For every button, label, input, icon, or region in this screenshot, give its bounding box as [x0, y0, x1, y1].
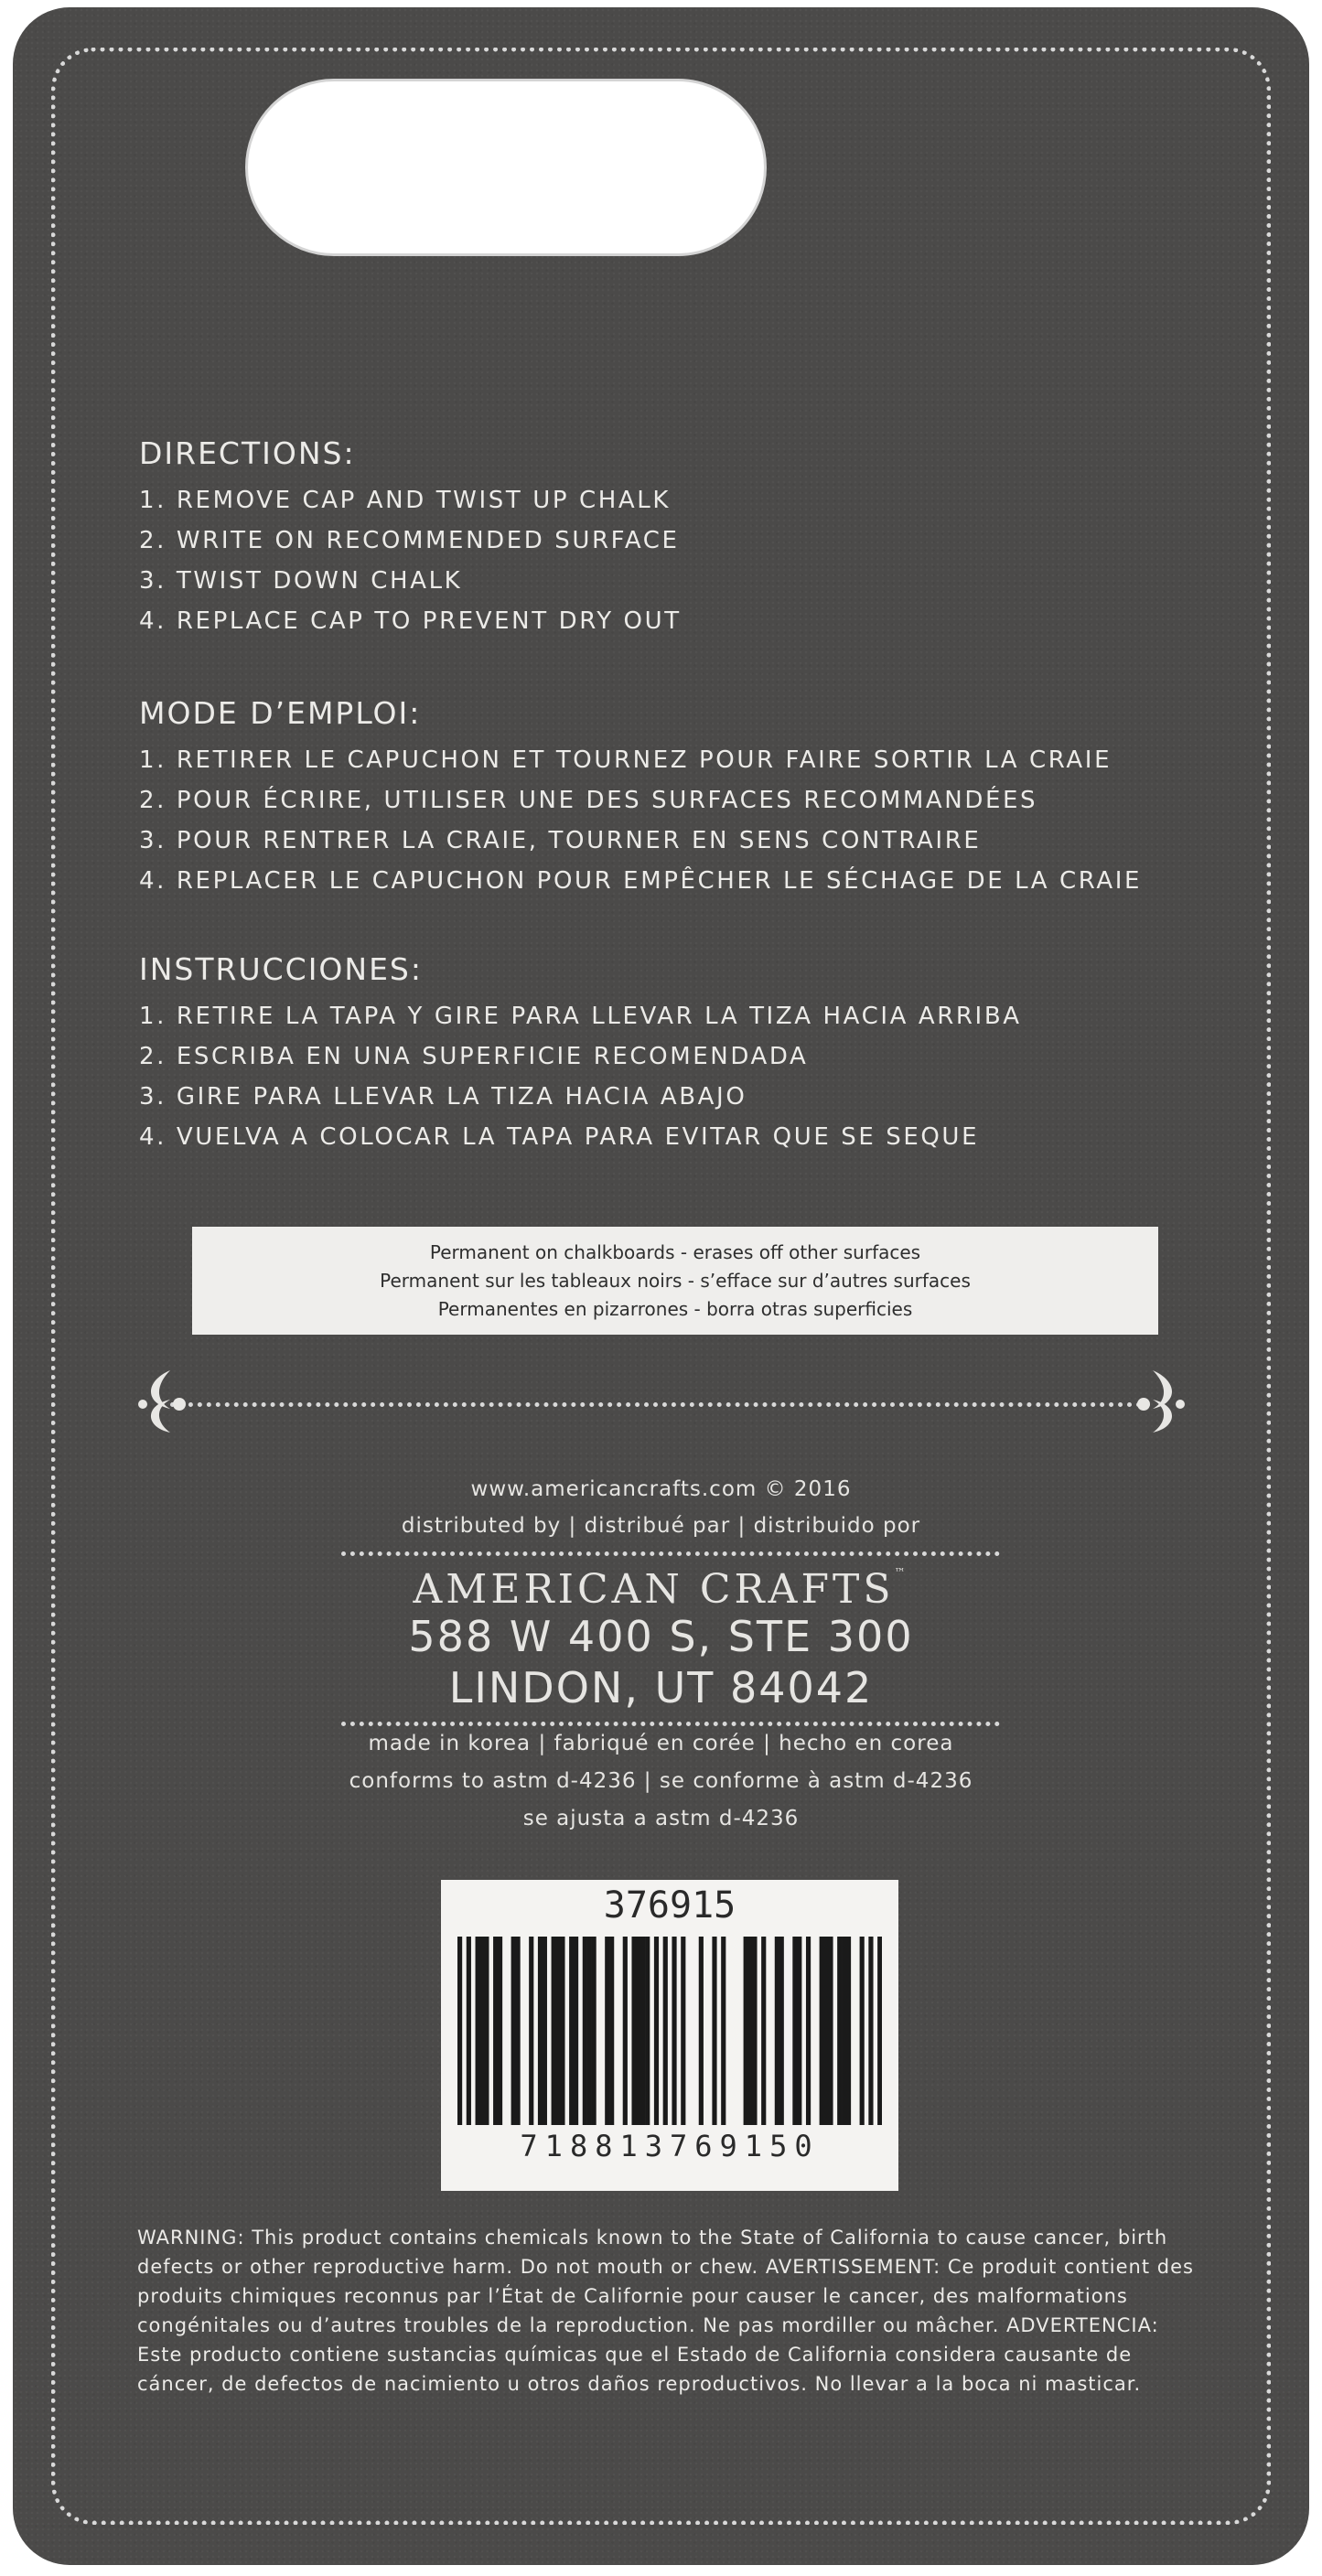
- flourish-right-icon: [1127, 1363, 1197, 1445]
- address-line-1: 588 W 400 S, STE 300: [408, 1612, 914, 1661]
- trademark-symbol: ™: [894, 1566, 909, 1579]
- mode-emploi-step: 3. POUR RENTRER LA CRAIE, TOURNER EN SENS CONTRAIRE: [139, 827, 982, 854]
- info-rule-bottom: [341, 1722, 1000, 1726]
- instrucciones-step: 3. GIRE PARA LLEVAR LA TIZA HACIA ABAJO: [139, 1083, 747, 1111]
- flourish-left-icon: [126, 1363, 196, 1445]
- instrucciones-step: 1. RETIRE LA TAPA Y GIRE PARA LLEVAR LA TIZA HACIA ARRIBA: [139, 1003, 1022, 1030]
- instrucciones-heading: INSTRUCCIONES:: [139, 951, 423, 987]
- instrucciones-step: 4. VUELVA A COLOCAR LA TAPA PARA EVITAR QUE SE SEQUE: [139, 1123, 980, 1151]
- directions-step: 2. WRITE ON RECOMMENDED SURFACE: [139, 527, 680, 554]
- hang-hole: [245, 79, 767, 256]
- upc-number: 718813769150: [520, 2129, 820, 2163]
- distributed-by-text: distributed by | distribué par | distribuido por: [401, 1514, 921, 1538]
- dotted-divider: [170, 1402, 1151, 1407]
- directions-heading: DIRECTIONS:: [139, 435, 356, 471]
- directions-step: 4. REPLACE CAP TO PREVENT DRY OUT: [139, 607, 682, 635]
- notice-line: Permanent on chalkboards - erases off other surfaces: [429, 1241, 921, 1263]
- info-rule-top: [341, 1551, 1000, 1556]
- directions-step: 3. TWIST DOWN CHALK: [139, 567, 463, 595]
- directions-section: [139, 435, 682, 641]
- mode-emploi-heading: MODE D’EMPLOI:: [139, 695, 422, 731]
- address-line-2: LINDON, UT 84042: [448, 1663, 874, 1712]
- barcode-label: [441, 1880, 898, 2191]
- ajusta-text: se ajusta a astm d-4236: [522, 1807, 800, 1830]
- instrucciones-section: [139, 951, 1022, 1157]
- surface-notice-panel: [192, 1227, 1158, 1335]
- mode-emploi-step: 4. REPLACER LE CAPUCHON POUR EMPÊCHER LE SÉCHAGE DE LA CRAIE: [139, 867, 1143, 895]
- sku-number: 376915: [603, 1884, 736, 1927]
- instrucciones-step: 2. ESCRIBA EN UNA SUPERFICIE RECOMENDADA: [139, 1043, 809, 1070]
- conforms-text: conforms to astm d-4236 | se conforme à astm d-4236: [349, 1769, 973, 1793]
- mode-emploi-step: 1. RETIRER LE CAPUCHON ET TOURNEZ POUR FAIRE SORTIR LA CRAIE: [139, 746, 1112, 774]
- notice-line: Permanent sur les tableaux noirs - s’efface sur d’autres surfaces: [380, 1270, 971, 1292]
- directions-step: 1. REMOVE CAP AND TWIST UP CHALK: [139, 487, 671, 514]
- mode-emploi-step: 2. POUR ÉCRIRE, UTILISER UNE DES SURFACES RECOMMANDÉES: [139, 787, 1038, 814]
- prop65-warning: WARNING: This product contains chemicals known to the State of California to cause cancer, birth defects or other reproductive harm. Do not mouth or chew. AVERTISSEMENT: Ce produit contient des produits chimiques reconnus par l’État de Californie pour causer le cancer, des malformations congénitales ou d’autres troubles de la reproduction. Ne pas mordiller ou mâcher. ADVERTENCIA: Este producto contiene sustancias químicas que el Estado de California considera causante de cáncer, de defectos de nacimiento u otros daños reproductivos. No llevar a la boca ni masticar.: [137, 2227, 1194, 2395]
- made-in-text: made in korea | fabriqué en corée | hecho en corea: [368, 1732, 954, 1755]
- notice-line: Permanentes en pizarrones - borra otras superficies: [437, 1298, 913, 1320]
- brand-name: [0, 1566, 1322, 1613]
- mode-emploi-section: [139, 695, 1142, 901]
- website-text: www.americancrafts.com © 2016: [470, 1477, 852, 1501]
- brand-text: AMERICAN CRAFTS: [413, 1566, 895, 1613]
